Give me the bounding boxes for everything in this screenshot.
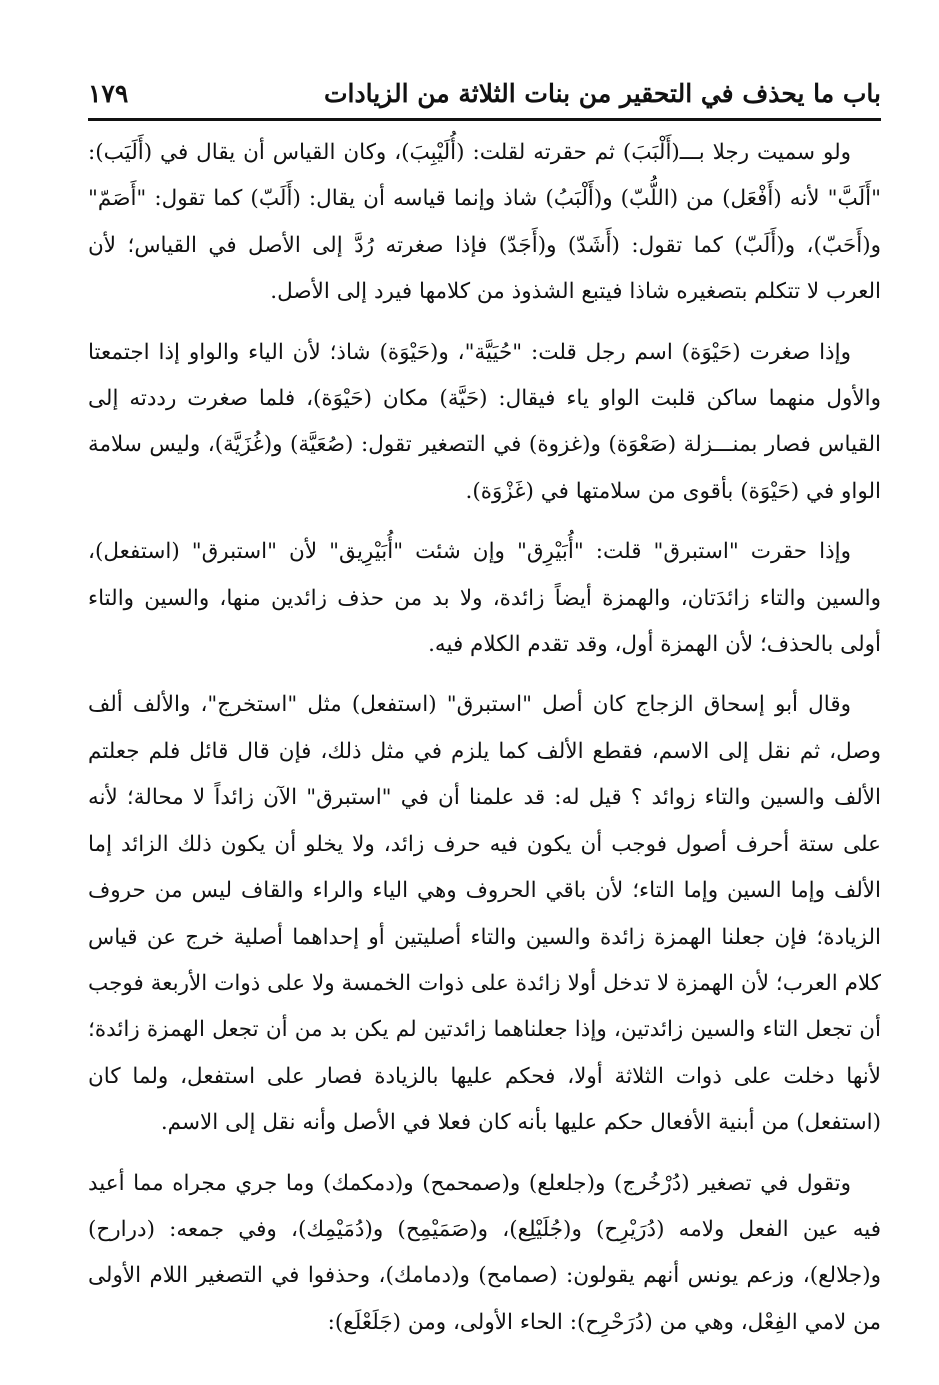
paragraph: ولو سميت رجلا بـــ(أَلْبَبَ) ثم حقرته لقلت: (أُلَيْبِبَ)، وكان القياس أن يقال في (أَلَيَب): "أَلَبَّ" لأنه (أَفْعَل) من (اللُّبّ) و(أَلْبَبُ) شاذ وإنما قياسه أن يقال: (أَلَبّ) كما تقول: "أَصَمّ" و(أَحَبّ)، و(أَلَبّ) كما تقول: (أَشَدّ) و(أَجَدّ) فإذا صغرته رُدَّ إلى الأصل في القياس؛ لأن العرب لا تتكلم بتصغيره شاذا فيتبع الشذوذ من كلامها فيرد إلى الأصل.: [88, 140, 881, 305]
paragraph: وإذا صغرت (حَيْوَة) اسم رجل قلت: "حُيَيَّة"، و(حَيْوَة) شاذ؛ لأن الياء والواو إذا اجتمعتا والأول منهما ساكن قلبت الواو ياء فيقال: (حَيَّة) مكان (حَيْوَة)، فلما صغرت رددته إلى القياس فصار بمنـــزلة (صَعْوَة) و(غزوة) في التصغير تقول: (صُعَيَّة) و(غُزَيَّة)، وليس سلامة الواو في (حَيْوَة) بأقوى من سلامتها في (غَزْوَة).: [88, 339, 881, 504]
paragraph: وتقول في تصغير (دُرْخُرج) و(جلعلع) و(صمحمح) و(دمكمك) وما جري مجراه مما أعيد فيه عين الفعل ولامه (دُرَيْرِح) و(جُلَيْلِع)، و(صَمَيْمِح) و(دُمَيْمِك)، وفي جمعه: (درارح) و(جلالع)، وزعم يونس أنهم يقولون: (صمامح) و(دمامك)، وحذفوا في التصغير اللام الأولى من لامي الفِعْل، وهي من (دُرَحْرِح): الحاء الأولى، ومن (جَلَعْلَع):: [88, 1170, 881, 1335]
page-body: [88, 130, 881, 1360]
paragraph: وقال أبو إسحاق الزجاج كان أصل "استبرق" (استفعل) مثل "استخرج"، والألف ألف وصل، ثم نقل إلى الاسم، فقطع الألف كما يلزم في مثل ذلك، فإن قال قائل فلم جعلتم الألف والسين والتاء زوائد ؟ قيل له: قد علمنا أن في "استبرق" الآن زائداً لا محالة؛ لأنه على ستة أحرف أصول فوجب أن يكون فيه حرف زائد، ولا يخلو أن يكون ذلك الزائد إما الألف وإما السين وإما التاء؛ لأن باقي الحروف وهي الياء والراء والقاف ليس من حروف الزيادة؛ فإن جعلنا الهمزة زائدة والسين والتاء أصليتين أو إحداهما أصلية خرج عن قياس كلام العرب؛ لأن الهمزة لا تدخل أولا زائدة على ذوات الخمسة ولا على ذوات الأربعة فوجب أن تجعل التاء والسين زائدتين، وإذا جعلناهما زائدتين لم يكن بد من أن تجعل الهمزة زائدة؛ لأنها دخلت على ذوات الثلاثة أولا، فحكم عليها بالزيادة فصار على استفعل، ولما كان (استفعل) من أبنية الأفعال حكم عليها بأنه كان فعلا في الأصل وأنه نقل إلى الاسم.: [88, 692, 881, 1136]
paragraph: وإذا حقرت "استبرق" قلت: "أُبَيْرِق" وإن شئت "أُبَيْرِيق" لأن "استبرق" (استفعل)، والسين والتاء زائدَتان، والهمزة أيضاً زائدة، ولا بد من حذف زائدين منها، والسين والتاء أولى بالحذف؛ لأن الهمزة أول، وقد تقدم الكلام فيه.: [88, 539, 881, 658]
page-header: [88, 64, 881, 108]
header-rule: [88, 118, 881, 121]
page-number: ١٧٩: [88, 79, 129, 108]
running-title: باب ما يحذف في التحقير من بنات الثلاثة من الزيادات: [323, 79, 881, 108]
